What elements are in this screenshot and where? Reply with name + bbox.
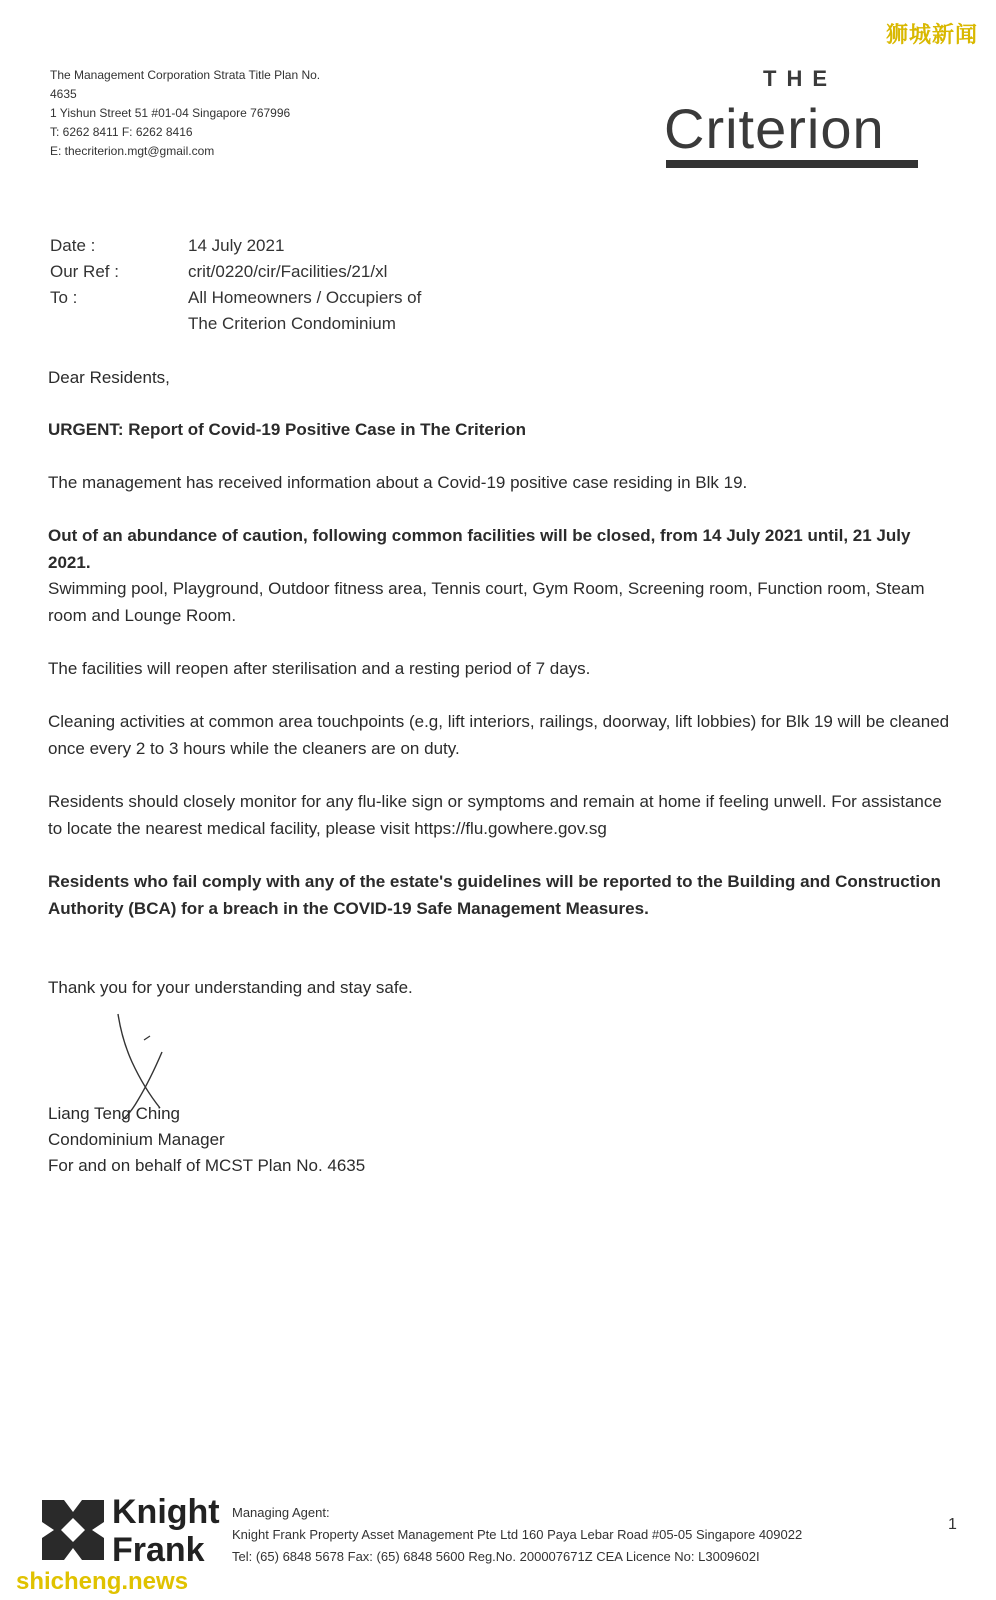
address-line: E: thecriterion.mgt@gmail.com <box>50 144 215 158</box>
signatory-org: For and on behalf of MCST Plan No. 4635 <box>48 1156 366 1175</box>
ref-label: Our Ref : <box>50 262 119 281</box>
page-number: 1 <box>948 1516 957 1533</box>
footer-line: Knight Frank Property Asset Management Pte Ltd 160 Paya Lebar Road #05-05 Singapore 409022 <box>232 1527 803 1542</box>
footer-brand-frank: Frank <box>112 1531 205 1569</box>
address-line: 4635 <box>50 87 77 101</box>
paragraph-warning: Residents who fail comply with any of the estate's guidelines will be reported to the Building and Construction Authority (BCA) for a breach in the COVID-19 Safe Management Measures. <box>48 872 941 918</box>
date-label: Date : <box>50 236 96 255</box>
closing-line: Thank you for your understanding and stay safe. <box>48 978 413 997</box>
logo-criterion: Criterion <box>664 97 885 160</box>
footer-agent-info <box>232 1502 802 1568</box>
to-value-1: All Homeowners / Occupiers of <box>188 288 422 307</box>
date-value: 14 July 2021 <box>188 236 285 255</box>
footer-line: Managing Agent: <box>232 1505 330 1520</box>
logo-the: THE <box>763 66 837 91</box>
facility-list: Swimming pool, Playground, Outdoor fitness area, Tennis court, Gym Room, Screening room, Function room, Steam room and Lounge Room. <box>48 579 925 625</box>
signatory-name: Liang Teng Ching <box>48 1104 181 1123</box>
to-label: To : <box>50 288 78 307</box>
watermark-bottom: shicheng.news <box>16 1568 189 1595</box>
subject-line: URGENT: Report of Covid-19 Positive Case in The Criterion <box>48 420 526 439</box>
salutation: Dear Residents, <box>48 368 170 387</box>
paragraph-cleaning: Cleaning activities at common area touchpoints (e.g, lift interiors, railings, doorway, lift lobbies) for Blk 19 will be cleaned once every 2 to 3 hours while the cleaners are on duty. <box>48 712 950 758</box>
ref-value: crit/0220/cir/Facilities/21/xl <box>188 262 388 281</box>
closure-notice: Out of an abundance of caution, following common facilities will be closed, from 14 July 2021 until, 21 July 2021. <box>48 526 911 572</box>
to-value-2: The Criterion Condominium <box>188 314 396 333</box>
footer-brand-knight: Knight <box>112 1493 220 1531</box>
logo-underline <box>666 160 918 168</box>
sender-address <box>50 66 320 161</box>
paragraph-1: The management has received information about a Covid-19 positive case residing in Blk 19. <box>48 473 748 492</box>
signatory-title: Condominium Manager <box>48 1130 225 1149</box>
knight-frank-logo-icon <box>42 1500 104 1560</box>
address-line: T: 6262 8411 F: 6262 8416 <box>50 125 193 139</box>
paragraph-monitor: Residents should closely monitor for any flu-like sign or symptoms and remain at home if feeling unwell. For assistance to locate the nearest medical facility, please visit https://flu.gowhere.gov.sg <box>48 792 942 838</box>
paragraph-reopen: The facilities will reopen after sterilisation and a resting period of 7 days. <box>48 659 591 678</box>
address-line: 1 Yishun Street 51 #01-04 Singapore 767996 <box>50 106 291 120</box>
address-line: The Management Corporation Strata Title Plan No. <box>50 68 321 82</box>
watermark-top: 狮城新闻 <box>885 22 978 47</box>
footer-line: Tel: (65) 6848 5678 Fax: (65) 6848 5600 Reg.No. 200007671Z CEA Licence No: L3009602I <box>232 1549 760 1564</box>
